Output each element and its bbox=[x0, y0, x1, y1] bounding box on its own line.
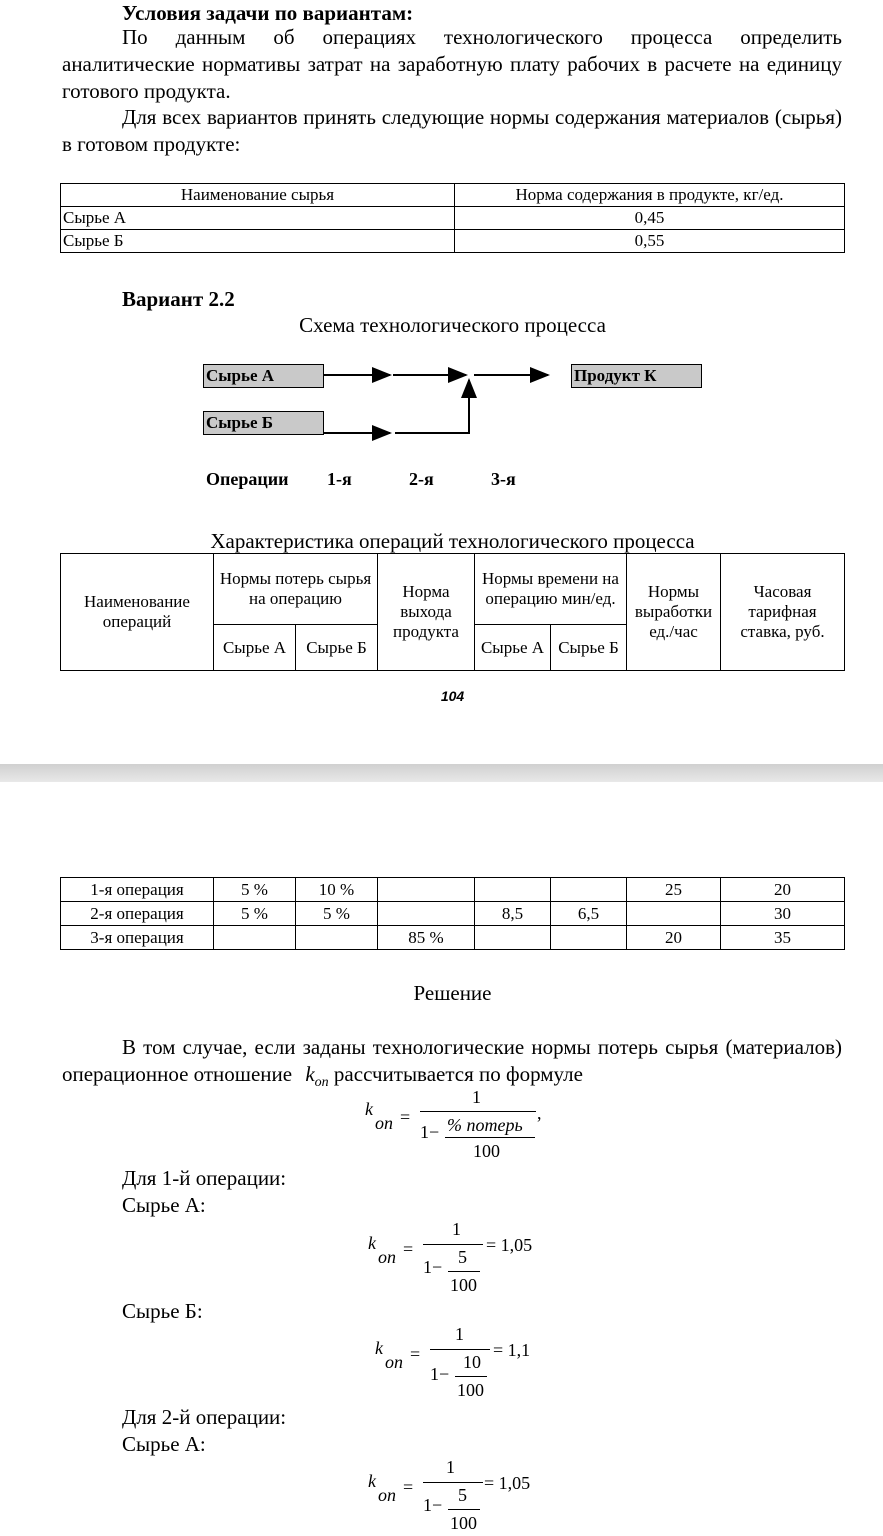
formula-sub: on bbox=[385, 1352, 403, 1372]
table-cell: 5 % bbox=[214, 902, 296, 926]
calc-num: 1 bbox=[446, 1457, 455, 1477]
calc-inner-num: 5 bbox=[458, 1485, 467, 1505]
formula-eq: = bbox=[403, 1477, 414, 1497]
calc-result: = 1,05 bbox=[486, 1235, 533, 1255]
calc-one-minus: 1− bbox=[423, 1495, 443, 1515]
fraction-bar bbox=[420, 1111, 536, 1112]
calc-formula-1 bbox=[368, 1219, 558, 1299]
calc-inner-num: 5 bbox=[458, 1247, 467, 1267]
table-cell bbox=[378, 878, 475, 902]
table-cell: 85 % bbox=[378, 926, 475, 950]
table-cell: 10 % bbox=[296, 878, 378, 902]
formula-k: k bbox=[368, 1233, 376, 1253]
formula-eq: = bbox=[410, 1344, 421, 1364]
operation-3-label: 3-я bbox=[491, 469, 516, 489]
general-formula bbox=[365, 1087, 565, 1167]
table-cell bbox=[475, 926, 551, 950]
operation-1-heading: Для 1-й операции: bbox=[122, 1166, 287, 1190]
formula-k: k bbox=[365, 1099, 373, 1119]
calc-inner-den: 100 bbox=[450, 1275, 477, 1295]
materials-row-value: 0,55 bbox=[455, 230, 845, 253]
fraction-bar bbox=[430, 1349, 490, 1350]
calc-result: = 1,05 bbox=[484, 1473, 531, 1493]
table-cell: 6,5 bbox=[551, 902, 627, 926]
raw-a-box: Сырье А bbox=[203, 364, 324, 388]
solution-text-end: рассчитывается по формуле bbox=[333, 1062, 583, 1086]
table-cell: 5 % bbox=[214, 878, 296, 902]
k-variable: k bbox=[305, 1062, 315, 1086]
table-cell bbox=[296, 926, 378, 950]
table-cell: 30 bbox=[721, 902, 845, 926]
formula-k: k bbox=[375, 1338, 383, 1358]
calc-num: 1 bbox=[455, 1324, 464, 1344]
table-cell bbox=[551, 926, 627, 950]
fraction-bar bbox=[423, 1482, 483, 1483]
table-cell bbox=[214, 926, 296, 950]
formula-eq: = bbox=[400, 1107, 411, 1127]
k-subscript: on bbox=[314, 1075, 329, 1091]
raw-a-heading: Сырье А: bbox=[122, 1193, 206, 1217]
materials-row-value: 0,45 bbox=[455, 207, 845, 230]
header-loss-b: Сырье Б bbox=[296, 625, 378, 671]
formula-one-minus: 1− bbox=[420, 1122, 440, 1142]
raw-a-heading-2: Сырье А: bbox=[122, 1432, 206, 1456]
operation-1-label: 1-я bbox=[327, 469, 352, 489]
calc-formula-2 bbox=[375, 1324, 565, 1404]
variant-title: Вариант 2.2 bbox=[122, 287, 235, 311]
header-time-a: Сырье А bbox=[475, 625, 551, 671]
calc-inner-num: 10 bbox=[463, 1352, 481, 1372]
table-cell: 3-я операция bbox=[61, 926, 214, 950]
operation-2-heading: Для 2-й операции: bbox=[122, 1405, 287, 1429]
operations-table-header bbox=[60, 553, 845, 671]
table-cell: 35 bbox=[721, 926, 845, 950]
calc-formula-3 bbox=[368, 1457, 558, 1536]
formula-eq: = bbox=[403, 1239, 414, 1259]
inner-fraction-bar bbox=[445, 1137, 535, 1138]
operations-label: Операции bbox=[206, 469, 289, 489]
header-loss-a: Сырье А bbox=[214, 625, 296, 671]
calc-result: = 1,1 bbox=[493, 1340, 531, 1360]
header-output: Нормы выработки ед./час bbox=[627, 554, 721, 671]
scheme-title: Схема технологического процесса bbox=[299, 313, 606, 337]
table-cell bbox=[378, 902, 475, 926]
header-rate: Часовая тарифная ставка, руб. bbox=[721, 554, 845, 671]
table-cell: 8,5 bbox=[475, 902, 551, 926]
solution-title: Решение bbox=[413, 981, 492, 1005]
page-separator bbox=[0, 764, 883, 782]
inner-fraction-bar bbox=[448, 1509, 480, 1510]
calc-num: 1 bbox=[452, 1219, 461, 1239]
process-flow-arrows bbox=[0, 0, 883, 520]
calc-inner-den: 100 bbox=[450, 1513, 477, 1533]
formula-sub: on bbox=[375, 1113, 393, 1133]
calc-one-minus: 1− bbox=[423, 1257, 443, 1277]
formula-sub: on bbox=[378, 1247, 396, 1267]
materials-paragraph: Для всех вариантов принять следующие нормы содержания материалов (сырья) в готовом продукте: bbox=[62, 105, 842, 156]
header-operation-name: Наименование операций bbox=[61, 554, 214, 671]
table-cell: 2-я операция bbox=[61, 902, 214, 926]
table-cell: 25 bbox=[627, 878, 721, 902]
table-cell: 5 % bbox=[296, 902, 378, 926]
fraction-bar bbox=[423, 1244, 483, 1245]
raw-b-box: Сырье Б bbox=[203, 411, 324, 435]
formula-inner-den: 100 bbox=[473, 1141, 500, 1161]
page-number: 104 bbox=[440, 688, 465, 704]
table-cell bbox=[551, 878, 627, 902]
materials-row-name: Сырье А bbox=[61, 207, 455, 230]
formula-num: 1 bbox=[472, 1087, 481, 1107]
operation-2-label: 2-я bbox=[409, 469, 434, 489]
header-time-b: Сырье Б bbox=[551, 625, 627, 671]
task-paragraph: По данным об операциях технологического процесса определить аналитические нормативы затрат на заработную плату рабочих в расчете на единицу готового продукта. bbox=[62, 25, 842, 103]
materials-header-name: Наименование сырья bbox=[61, 184, 455, 207]
product-box: Продукт К bbox=[571, 364, 702, 388]
materials-row-name: Сырье Б bbox=[61, 230, 455, 253]
header-yield: Норма выхода продукта bbox=[378, 554, 475, 671]
header-time: Нормы времени на операцию мин/ед. bbox=[475, 554, 627, 625]
operations-table-title: Характеристика операций технологического процесса bbox=[210, 529, 695, 553]
page-gap bbox=[0, 750, 883, 764]
formula-sub: on bbox=[378, 1485, 396, 1505]
table-cell bbox=[627, 902, 721, 926]
formula-comma: , bbox=[537, 1103, 542, 1123]
header-losses: Нормы потерь сырья на операцию bbox=[214, 554, 378, 625]
inner-fraction-bar bbox=[455, 1376, 487, 1377]
calc-inner-den: 100 bbox=[457, 1380, 484, 1400]
table-cell bbox=[475, 878, 551, 902]
inner-fraction-bar bbox=[448, 1271, 480, 1272]
table-cell: 1-я операция bbox=[61, 878, 214, 902]
conditions-heading: Условия задачи по вариантам: bbox=[122, 1, 414, 25]
table-cell: 20 bbox=[627, 926, 721, 950]
table-cell: 20 bbox=[721, 878, 845, 902]
formula-k: k bbox=[368, 1471, 376, 1491]
solution-text: В том случае, если заданы технологические нормы потерь сырья (материалов) операционное отношение bbox=[62, 1035, 842, 1086]
formula-inner-num: % потерь bbox=[447, 1115, 523, 1135]
raw-b-heading: Сырье Б: bbox=[122, 1299, 203, 1323]
materials-header-norm: Норма содержания в продукте, кг/ед. bbox=[455, 184, 845, 207]
calc-one-minus: 1− bbox=[430, 1364, 450, 1384]
operations-table-body bbox=[60, 877, 845, 950]
